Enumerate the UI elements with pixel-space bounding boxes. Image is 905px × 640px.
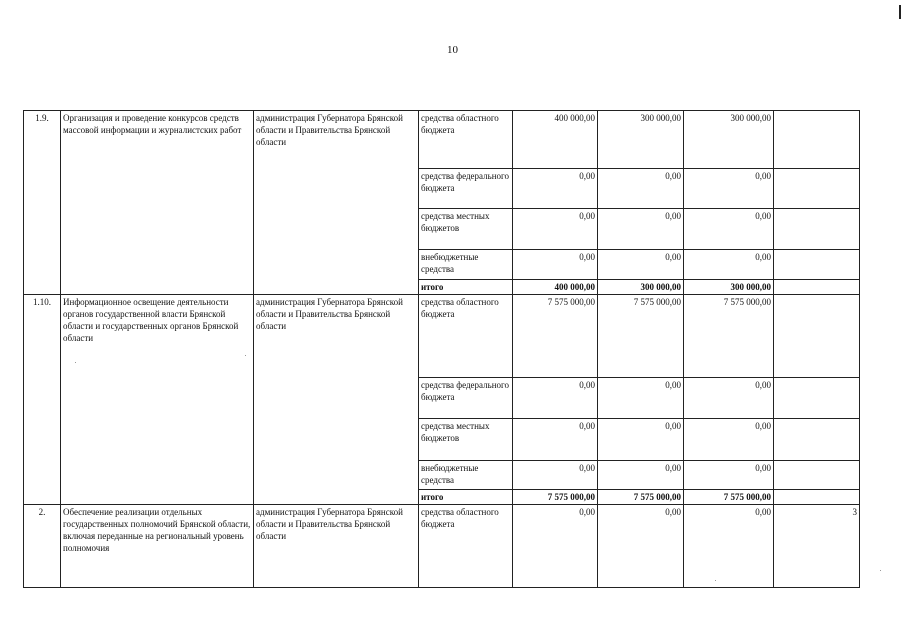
amount-year-3: 300 000,00 xyxy=(684,111,774,169)
row-number: 1.9. xyxy=(24,111,61,295)
activity-name: Информационное освещение деятельности органов государственной власти Брянской области и государственных органов Брянской области xyxy=(61,295,254,505)
extra-cell xyxy=(774,419,860,461)
funding-source: средства местных бюджетов xyxy=(419,419,513,461)
total-label: итого xyxy=(419,490,513,505)
funding-source: внебюджетные средства xyxy=(419,250,513,280)
funding-source: средства федерального бюджета xyxy=(419,378,513,419)
amount-year-1: 0,00 xyxy=(513,169,598,209)
amount-year-3: 0,00 xyxy=(684,209,774,250)
amount-year-1: 400 000,00 xyxy=(513,111,598,169)
amount-year-1: 0,00 xyxy=(513,209,598,250)
extra-cell xyxy=(774,295,860,378)
total-year-3: 7 575 000,00 xyxy=(684,490,774,505)
amount-year-1: 0,00 xyxy=(513,461,598,490)
total-year-2: 7 575 000,00 xyxy=(598,490,684,505)
extra-cell xyxy=(774,209,860,250)
amount-year-2: 0,00 xyxy=(598,461,684,490)
extra-cell xyxy=(774,111,860,169)
amount-year-1: 0,00 xyxy=(513,419,598,461)
amount-year-3: 0,00 xyxy=(684,250,774,280)
extra-cell xyxy=(774,378,860,419)
executor: администрация Губернатора Брянской области и Правительства Брянской области xyxy=(254,295,419,505)
total-label: итого xyxy=(419,280,513,295)
amount-year-3: 7 575 000,00 xyxy=(684,295,774,378)
amount-year-2: 7 575 000,00 xyxy=(598,295,684,378)
amount-year-2: 0,00 xyxy=(598,209,684,250)
funding-source: внебюджетные средства xyxy=(419,461,513,490)
executor: администрация Губернатора Брянской области и Правительства Брянской области xyxy=(254,505,419,588)
extra-cell xyxy=(774,280,860,295)
activity-name: Обеспечение реализации отдельных государственных полномочий Брянской области, включая переданные на региональный уровень полномочия xyxy=(61,505,254,588)
amount-year-3: 0,00 xyxy=(684,505,774,588)
funding-source: средства местных бюджетов xyxy=(419,209,513,250)
table-row xyxy=(24,111,860,169)
amount-year-3: 0,00 xyxy=(684,461,774,490)
total-year-1: 400 000,00 xyxy=(513,280,598,295)
scan-edge-mark xyxy=(899,5,901,19)
extra-cell xyxy=(774,490,860,505)
row-number: 1.10. xyxy=(24,295,61,505)
budget-table xyxy=(23,110,860,588)
amount-year-3: 0,00 xyxy=(684,378,774,419)
amount-year-1: 0,00 xyxy=(513,505,598,588)
amount-year-1: 7 575 000,00 xyxy=(513,295,598,378)
funding-source: средства федерального бюджета xyxy=(419,169,513,209)
amount-year-2: 0,00 xyxy=(598,419,684,461)
scan-speck xyxy=(880,570,881,571)
amount-year-3: 0,00 xyxy=(684,169,774,209)
amount-year-2: 0,00 xyxy=(598,378,684,419)
funding-source: средства областного бюджета xyxy=(419,505,513,588)
table-row xyxy=(24,505,860,588)
scan-speck xyxy=(245,355,246,356)
total-year-2: 300 000,00 xyxy=(598,280,684,295)
page-number: 10 xyxy=(447,44,458,56)
amount-year-2: 0,00 xyxy=(598,505,684,588)
extra-cell xyxy=(774,250,860,280)
row-number: 2. xyxy=(24,505,61,588)
amount-year-1: 0,00 xyxy=(513,378,598,419)
amount-year-3: 0,00 xyxy=(684,419,774,461)
amount-year-2: 0,00 xyxy=(598,169,684,209)
extra-cell xyxy=(774,461,860,490)
table-row xyxy=(24,295,860,378)
total-year-1: 7 575 000,00 xyxy=(513,490,598,505)
scan-speck xyxy=(75,362,76,363)
executor: администрация Губернатора Брянской области и Правительства Брянской области xyxy=(254,111,419,295)
funding-source: средства областного бюджета xyxy=(419,111,513,169)
activity-name: Организация и проведение конкурсов средств массовой информации и журналистских работ xyxy=(61,111,254,295)
extra-cell xyxy=(774,169,860,209)
total-year-3: 300 000,00 xyxy=(684,280,774,295)
extra-cell: 3 xyxy=(774,505,860,588)
scan-speck xyxy=(715,580,716,581)
amount-year-1: 0,00 xyxy=(513,250,598,280)
amount-year-2: 300 000,00 xyxy=(598,111,684,169)
funding-source: средства областного бюджета xyxy=(419,295,513,378)
amount-year-2: 0,00 xyxy=(598,250,684,280)
